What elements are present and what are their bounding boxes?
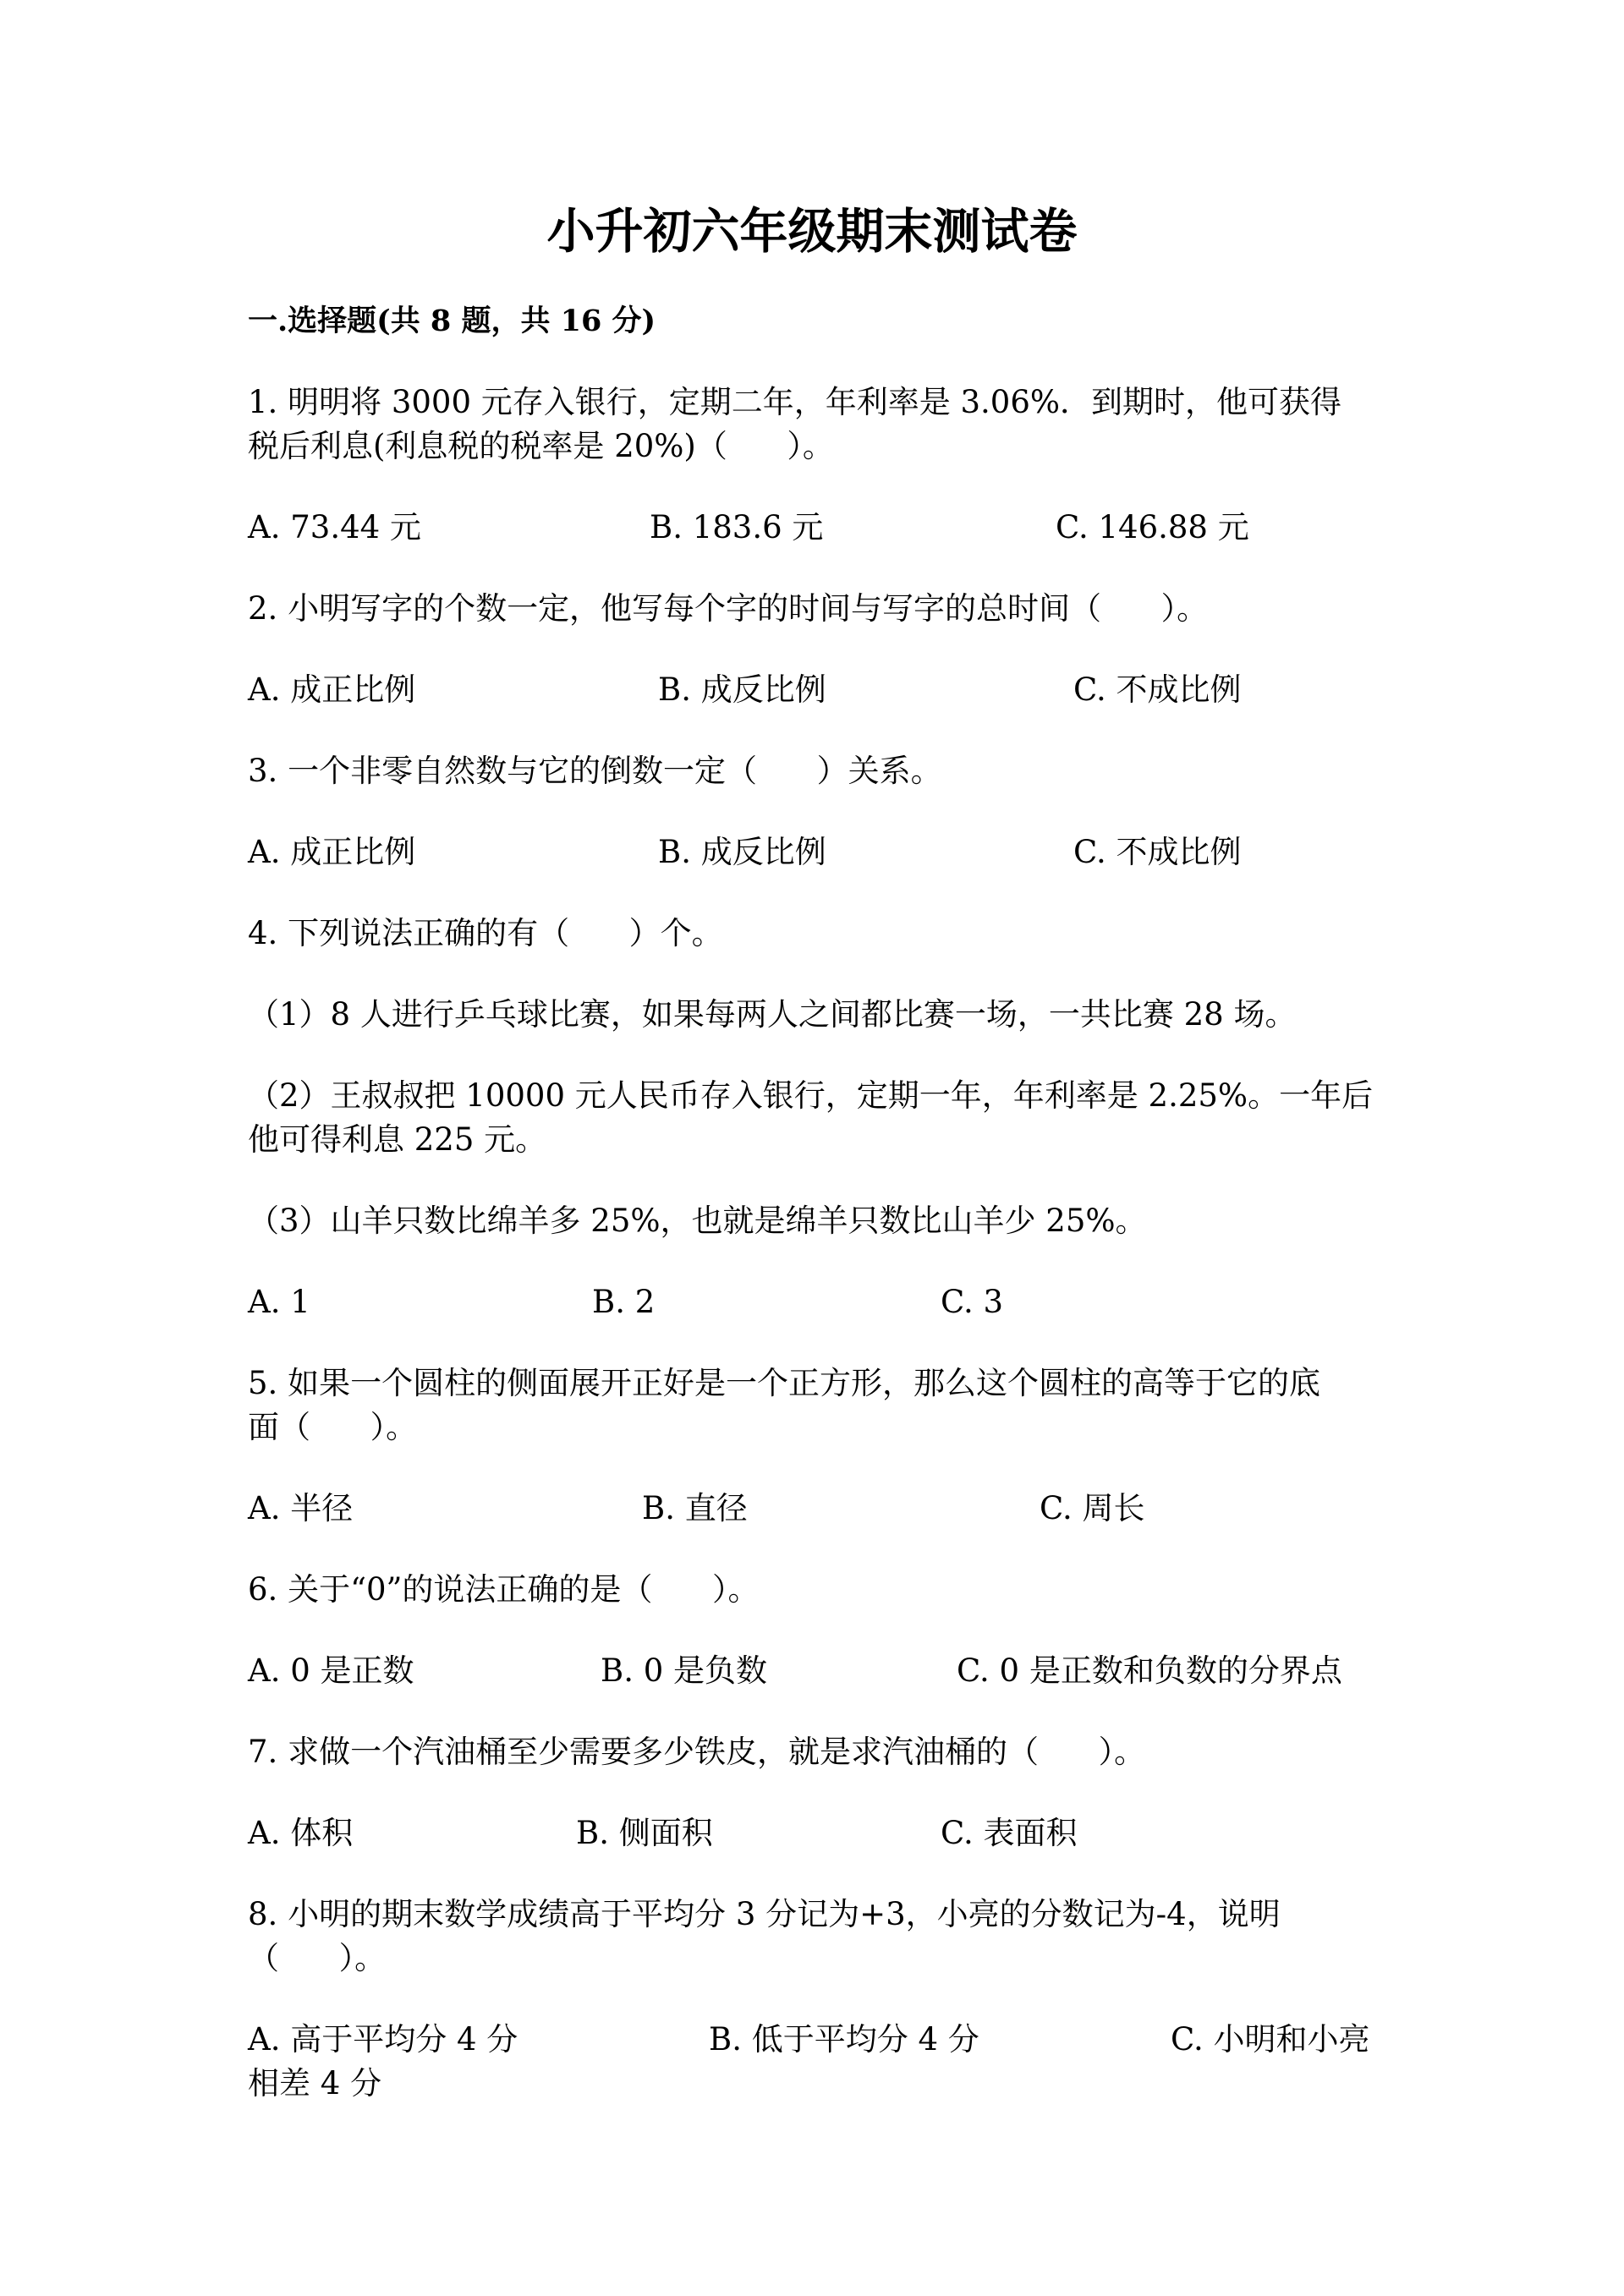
option-a: A. 1 [248,1284,310,1320]
question-stem-line: 8. 小明的期末数学成绩高于平均分 3 分记为+3，小亮的分数记为-4，说明 [248,1896,1281,1932]
question-1-options [248,506,1381,550]
question-2-stem [248,587,1381,631]
option-b: B. 183.6 元 [650,509,824,545]
question-7-stem [248,1730,1381,1774]
question-3-stem [248,749,1381,793]
question-4-stem [248,912,1381,956]
exam-content [248,299,1381,2106]
option-b: B. 直径 [642,1490,748,1526]
question-7-options [248,1811,1381,1855]
statement-line: （1）8 人进行乒乓球比赛，如果每两人之间都比赛一场，一共比赛 28 场。 [248,996,1297,1033]
option-a: A. 高于平均分 4 分 [248,2021,518,2058]
question-4-statement-1 [248,993,1381,1037]
document-title: 小升初六年级期末测试卷 [546,203,1078,260]
option-c: C. 小明和小亮相差 4 分 [248,2021,1370,2101]
option-a: A. 半径 [248,1490,354,1526]
statement-line: （2）王叔叔把 10000 元人民币存入银行，定期一年，年利率是 2.25%。一年后 [248,1077,1374,1114]
question-6-options [248,1649,1381,1693]
option-b: B. 成反比例 [658,834,826,870]
option-c: C. 0 是正数和负数的分界点 [957,1652,1342,1689]
statement-line: 他可得利息 225 元。 [248,1121,547,1158]
option-a: A. 73.44 元 [248,509,421,545]
question-5-options [248,1487,1381,1531]
option-a: A. 体积 [248,1815,354,1851]
question-3-options [248,830,1381,874]
question-4-options [248,1280,1381,1324]
question-8-options [248,2018,1381,2106]
option-b: B. 侧面积 [576,1815,713,1851]
question-5-stem [248,1362,1381,1449]
statement-line: （3）山羊只数比绵羊多 25%，也就是绵羊只数比山羊少 25%。 [248,1203,1147,1239]
question-stem-line: 6. 关于“0”的说法正确的是（ ）。 [248,1571,760,1608]
option-c: C. 表面积 [941,1815,1078,1851]
question-6-stem [248,1568,1381,1612]
question-stem-line: （ ）。 [248,1940,387,1976]
option-a: A. 0 是正数 [248,1652,414,1689]
question-stem-line: 5. 如果一个圆柱的侧面展开正好是一个正方形，那么这个圆柱的高等于它的底 [248,1365,1321,1401]
question-stem-line: 7. 求做一个汽油桶至少需要多少铁皮，就是求汽油桶的（ ）。 [248,1734,1146,1770]
option-c: C. 146.88 元 [1056,509,1249,545]
option-b: B. 低于平均分 4 分 [709,2021,979,2058]
option-a: A. 成正比例 [248,671,416,708]
question-4-statement-2 [248,1074,1381,1162]
option-c: C. 3 [941,1284,1004,1320]
option-c: C. 周长 [1040,1490,1145,1526]
option-b: B. 2 [592,1284,656,1320]
question-stem-line: 面（ ）。 [248,1409,418,1445]
question-stem-line: 3. 一个非零自然数与它的倒数一定（ ）关系。 [248,753,942,789]
question-stem-line: 2. 小明写字的个数一定，他写每个字的时间与写字的总时间（ ）。 [248,590,1209,627]
question-2-options [248,668,1381,712]
question-stem-line: 4. 下列说法正确的有（ ）个。 [248,915,723,951]
question-4-statement-3 [248,1199,1381,1243]
question-stem-line: 税后利息(利息税的税率是 20%)（ ）。 [248,428,834,464]
question-stem-line: 1. 明明将 3000 元存入银行，定期二年，年利率是 3.06%．到期时，他可获得 [248,384,1342,420]
question-1-stem [248,381,1381,469]
option-c: C. 不成比例 [1073,834,1242,870]
option-b: B. 0 是负数 [601,1652,768,1689]
option-c: C. 不成比例 [1073,671,1242,708]
section-heading: 一.选择题(共 8 题，共 16 分) [248,304,656,338]
option-b: B. 成反比例 [658,671,826,708]
option-a: A. 成正比例 [248,834,416,870]
question-8-stem [248,1893,1381,1981]
